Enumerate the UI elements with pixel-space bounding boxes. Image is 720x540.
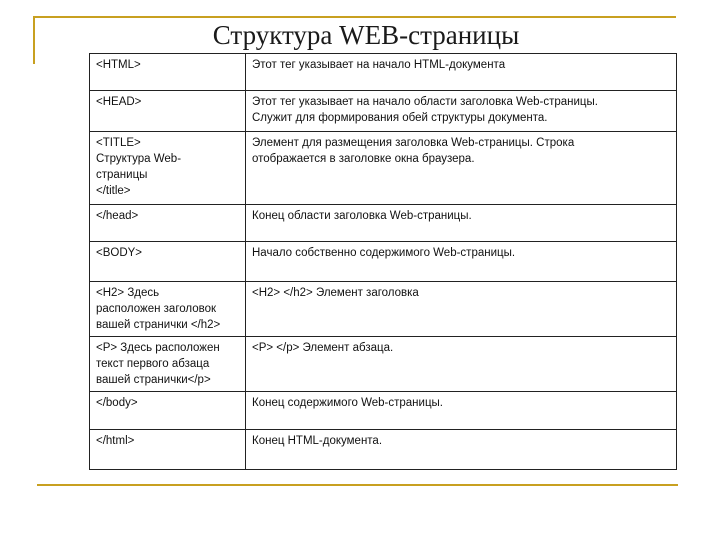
table-row — [90, 242, 677, 282]
description-cell: Конец области заголовка Web-страницы. — [246, 205, 677, 242]
table-row — [90, 337, 677, 392]
tag-cell: <HEAD> — [90, 91, 246, 132]
table-row — [90, 205, 677, 242]
table-row — [90, 392, 677, 430]
description-cell: Этот тег указывает на начало HTML-документа — [246, 54, 677, 91]
tag-cell: </html> — [90, 430, 246, 470]
description-cell: Конец содержимого Web-страницы. — [246, 392, 677, 430]
table-row — [90, 54, 677, 91]
tag-cell: <P> Здесь расположен текст первого абзаца вашей странички</p> — [90, 337, 246, 392]
description-cell: Конец HTML-документа. — [246, 430, 677, 470]
table-row — [90, 282, 677, 337]
table-row — [90, 91, 677, 132]
table-row — [90, 430, 677, 470]
html-structure-table — [89, 53, 677, 470]
description-cell: Этот тег указывает на начало области заголовка Web-страницы. Служит для формирования обей структуры документа. — [246, 91, 677, 132]
decorative-bottom-line — [37, 484, 678, 486]
description-cell: <H2> </h2> Элемент заголовка — [246, 282, 677, 337]
table-row — [90, 132, 677, 205]
description-cell: Начало собственно содержимого Web-страницы. — [246, 242, 677, 282]
tag-cell: </head> — [90, 205, 246, 242]
page-title: Структура WEB-страницы — [212, 20, 520, 50]
description-cell: Элемент для размещения заголовка Web-страницы. Строка отображается в заголовке окна браузера. — [246, 132, 677, 205]
tag-cell: <TITLE> Структура Web- страницы </title> — [90, 132, 246, 205]
tag-cell: </body> — [90, 392, 246, 430]
tag-cell: <H2> Здесь расположен заголовок вашей странички </h2> — [90, 282, 246, 337]
tag-cell: <BODY> — [90, 242, 246, 282]
description-cell: <P> </p> Элемент абзаца. — [246, 337, 677, 392]
tag-cell: <HTML> — [90, 54, 246, 91]
